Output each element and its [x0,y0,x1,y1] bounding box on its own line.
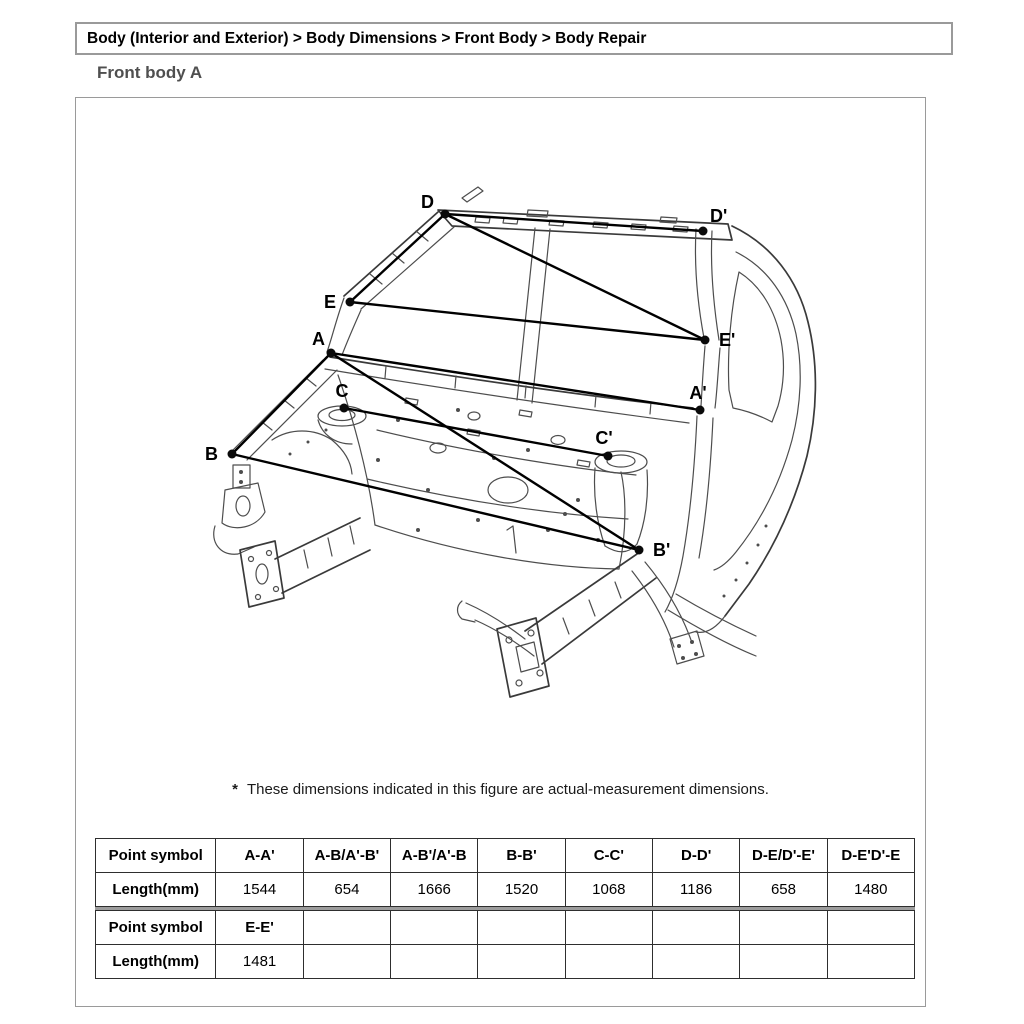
length-cell: 1544 [216,873,303,907]
car-body-sketch [214,187,816,697]
measurement-point-E' [701,336,710,345]
point-symbol-cell [653,911,740,945]
page-title: Front body A [97,63,203,82]
length-cell: 1481 [216,945,303,979]
dimension-tables [95,838,915,979]
measurement-point-D' [699,227,708,236]
measurement-line-E-E' [350,302,705,340]
length-cell: 1068 [565,873,652,907]
point-symbol-cell [391,911,478,945]
row-header: Point symbol [96,911,216,945]
point-symbol-cell: D-E'D'-E [827,839,914,873]
figure-panel [75,97,926,1007]
length-cell [653,945,740,979]
measurement-point-E [346,298,355,307]
point-label-E: E [323,292,336,312]
table-row [96,945,915,979]
measurement-point-B [228,450,237,459]
row-header: Length(mm) [96,945,216,979]
point-symbol-cell [565,911,652,945]
measurement-point-C' [604,452,613,461]
measurement-point-A' [696,406,705,415]
table-row [96,873,915,907]
point-label-B': B' [653,540,671,560]
measurement-line-D-E [350,214,445,302]
length-cell [303,945,390,979]
point-symbol-cell: A-A' [216,839,303,873]
note-text: These dimensions indicated in this figure are actual-measurement dimensions. [246,781,769,798]
length-cell: 1520 [478,873,565,907]
dimension-table-2 [95,910,915,979]
point-label-A: A [312,329,325,349]
point-symbol-cell: E-E' [216,911,303,945]
length-cell: 654 [303,873,390,907]
body-diagram-svg [76,98,925,758]
point-symbol-cell [303,911,390,945]
point-label-D': D' [710,206,728,226]
table-row [96,911,915,945]
measurement-point-D [441,210,450,219]
point-label-E': E' [719,330,736,350]
length-cell: 1666 [391,873,478,907]
dimension-table-1 [95,838,915,907]
table-row [96,839,915,873]
point-symbol-cell [827,911,914,945]
point-label-C: C [335,381,349,401]
point-label-B: B [205,444,218,464]
row-header: Point symbol [96,839,216,873]
length-cell: 1480 [827,873,914,907]
breadcrumb: Body (Interior and Exterior) > Body Dimensions > Front Body > Body Repair [75,22,953,55]
point-symbol-cell: B-B' [478,839,565,873]
figure-note [76,781,925,798]
length-cell [478,945,565,979]
point-label-C': C' [595,428,613,448]
measurement-point-B' [635,546,644,555]
length-cell [565,945,652,979]
point-symbol-cell [740,911,827,945]
point-label-D: D [421,192,434,212]
measurement-line-A-B [232,353,331,454]
row-header: Length(mm) [96,873,216,907]
length-cell [827,945,914,979]
note-asterisk: * [232,781,238,798]
point-symbol-cell: C-C' [565,839,652,873]
measurement-line-A-A' [331,353,700,410]
point-symbol-cell: A-B'/A'-B [391,839,478,873]
measurement-overlay [205,192,735,560]
measurement-line-A-B' [331,353,639,550]
point-symbol-cell: A-B/A'-B' [303,839,390,873]
point-symbol-cell: D-D' [653,839,740,873]
length-cell: 658 [740,873,827,907]
measurement-point-A [327,349,336,358]
length-cell [740,945,827,979]
point-label-A': A' [689,383,707,403]
length-cell: 1186 [653,873,740,907]
length-cell [391,945,478,979]
point-symbol-cell [478,911,565,945]
point-symbol-cell: D-E/D'-E' [740,839,827,873]
measurement-point-C [340,404,349,413]
